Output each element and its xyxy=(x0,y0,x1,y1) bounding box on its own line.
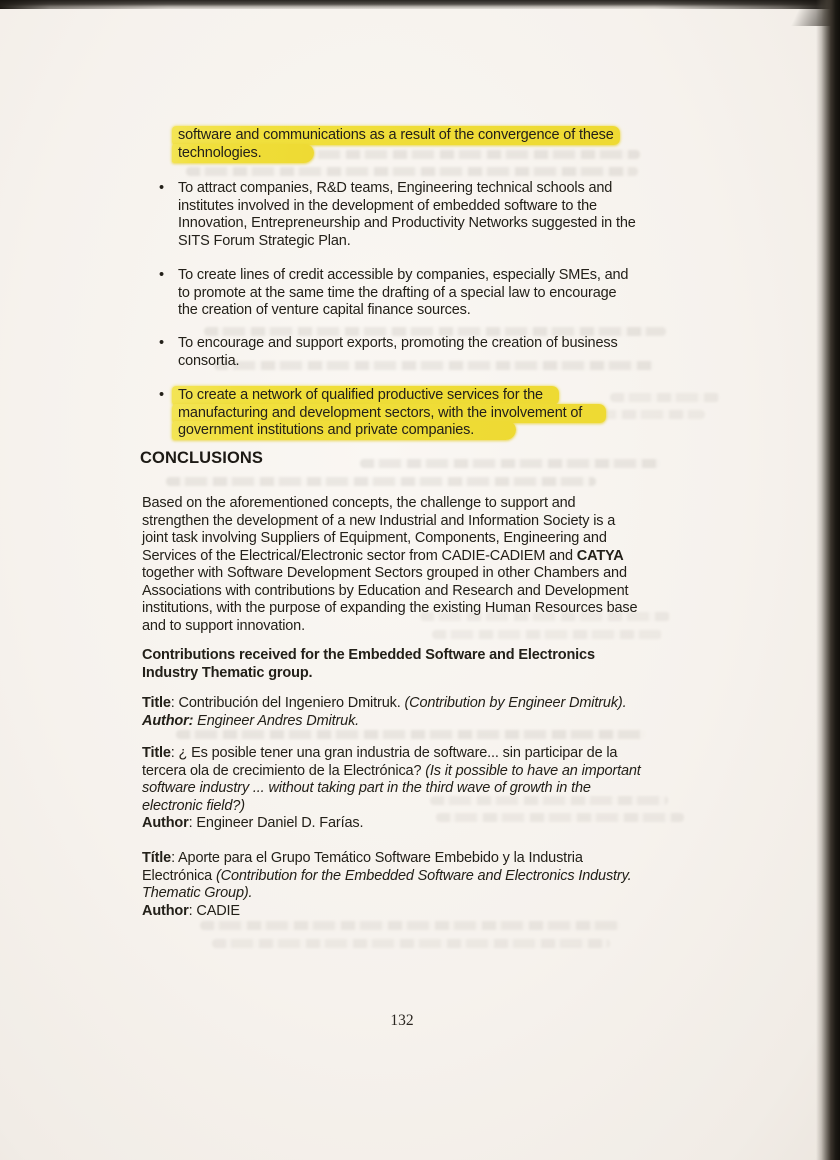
highlight-mark: technologies. xyxy=(172,144,314,163)
bullet-text-line: Innovation, Entrepreneurship and Productivity Networks suggested in the xyxy=(178,215,636,231)
paragraph-line: strengthen the development of a new Industrial and Information Society is a xyxy=(142,512,616,529)
contributions-heading xyxy=(142,647,595,682)
title-translation-line: Thematic Group). xyxy=(142,885,253,901)
highlighted-line xyxy=(178,422,606,440)
title-translation: (Contribution by Engineer Dmitruk). xyxy=(404,695,627,711)
bleed-through-artifact xyxy=(360,459,660,468)
paragraph-line: Based on the aforementioned concepts, the challenge to support and xyxy=(142,495,576,511)
entry-author-line xyxy=(142,903,632,921)
highlight-mark: government institutions and private companies. xyxy=(172,421,516,440)
scan-edge-top xyxy=(0,0,840,9)
bullet-text-line: institutes involved in the development of embedded software to the xyxy=(178,197,597,214)
bullet-item xyxy=(178,180,636,250)
author-label: Author: xyxy=(142,712,194,729)
entry-author-line xyxy=(142,713,626,731)
author-label: Author xyxy=(142,902,189,919)
paragraph-line: institutions, with the purpose of expanding the existing Human Resources base xyxy=(142,600,638,616)
highlighted-paragraph xyxy=(178,127,620,162)
bleed-through-artifact xyxy=(176,730,646,739)
paragraph-line xyxy=(142,548,637,566)
bullet-item xyxy=(178,267,628,320)
bullet-text-line: SITS Forum Strategic Plan. xyxy=(178,232,351,249)
title-text: : Contribución del Ingeniero Dmitruk. xyxy=(170,695,405,711)
highlighted-line xyxy=(178,127,620,145)
scan-edge-right xyxy=(816,0,840,1160)
bullet-text-line: To attract companies, R&D teams, Engineering technical schools and xyxy=(178,180,613,196)
bullet-item-highlighted xyxy=(178,387,606,440)
entry-title-line xyxy=(142,850,632,868)
bullet-item xyxy=(178,335,618,370)
title-translation: (Is it possible to have an important xyxy=(425,762,641,779)
contribution-entry xyxy=(142,850,632,920)
paragraph-line: and to support innovation. xyxy=(142,617,305,634)
highlighted-line xyxy=(178,145,620,163)
author-text: : CADIE xyxy=(188,902,240,919)
bullet-text-line: To encourage and support exports, promoting the creation of business xyxy=(178,335,618,351)
title-label: Títle xyxy=(142,850,172,866)
highlight-mark: software and communications as a result of the convergence of these xyxy=(172,126,620,145)
bullet-text-line: To create lines of credit accessible by companies, especially SMEs, and xyxy=(178,267,629,283)
paragraph-line: together with Software Development Sectors grouped in other Chambers and xyxy=(142,565,627,581)
bleed-through-artifact xyxy=(212,939,610,948)
entry-title-line xyxy=(142,763,641,781)
bleed-through-artifact xyxy=(166,477,596,486)
title-translation: (Contribution for the Embedded Software and Electronics Industry. xyxy=(215,867,632,884)
bullet-text-line: consortia. xyxy=(178,352,240,369)
bullet-text-line: to promote at the same time the drafting of a special law to encourage xyxy=(178,284,617,301)
title-label: Title xyxy=(142,745,171,761)
entry-title-line xyxy=(142,868,632,886)
title-label: Title xyxy=(142,695,171,711)
bleed-through-artifact xyxy=(186,167,638,176)
paragraph-line: joint task involving Suppliers of Equipment, Components, Engineering and xyxy=(142,530,607,546)
author-text: Engineer Andres Dmitruk. xyxy=(193,712,360,729)
highlighted-line xyxy=(178,405,606,423)
bullet-icon: • xyxy=(159,180,165,196)
bullet-icon: • xyxy=(159,387,165,403)
conclusions-section xyxy=(140,450,263,468)
heading-line: Industry Thematic group. xyxy=(142,664,313,681)
entry-author-line xyxy=(142,815,641,833)
bullet-text-line: the creation of venture capital finance sources. xyxy=(178,302,471,318)
paragraph-text: Services of the Electrical/Electronic sector from CADIE-CADIEM and xyxy=(142,547,577,564)
title-text: tercera ola de crecimiento de la Electrónica? xyxy=(142,762,426,779)
page-number: 132 xyxy=(390,1012,414,1029)
highlight-mark: manufacturing and development sectors, with the involvement of xyxy=(172,404,606,423)
title-translation-line: software industry ... without taking part in the third wave of growth in the xyxy=(142,780,591,796)
conclusions-heading: CONCLUSIONS xyxy=(140,449,264,467)
entry-title-line xyxy=(142,695,626,713)
title-text: : ¿ Es posible tener una gran industria de software... sin participar de la xyxy=(170,745,618,761)
highlight-mark: To create a network of qualified productive services for the xyxy=(172,386,559,405)
bleed-through-artifact xyxy=(200,921,620,930)
highlighted-line xyxy=(178,387,606,405)
bleed-through-artifact xyxy=(610,393,720,402)
bullet-icon: • xyxy=(159,267,165,283)
title-translation-line: electronic field?) xyxy=(142,797,245,814)
title-text: Electrónica xyxy=(142,867,216,884)
bullet-icon: • xyxy=(159,335,165,351)
paragraph-line: Associations with contributions by Education and Research and Development xyxy=(142,582,629,599)
entry-title-line xyxy=(142,745,641,763)
acronym-bold: CATYA xyxy=(576,547,624,564)
contribution-entry xyxy=(142,745,641,833)
author-label: Author xyxy=(142,815,189,831)
author-text: : Engineer Daniel D. Farías. xyxy=(188,815,364,831)
heading-line: Contributions received for the Embedded Software and Electronics xyxy=(142,647,595,663)
title-text: : Aporte para el Grupo Temático Software Embebido y la Industria xyxy=(171,850,583,866)
conclusions-paragraph xyxy=(142,495,637,635)
contribution-entry xyxy=(142,695,626,730)
